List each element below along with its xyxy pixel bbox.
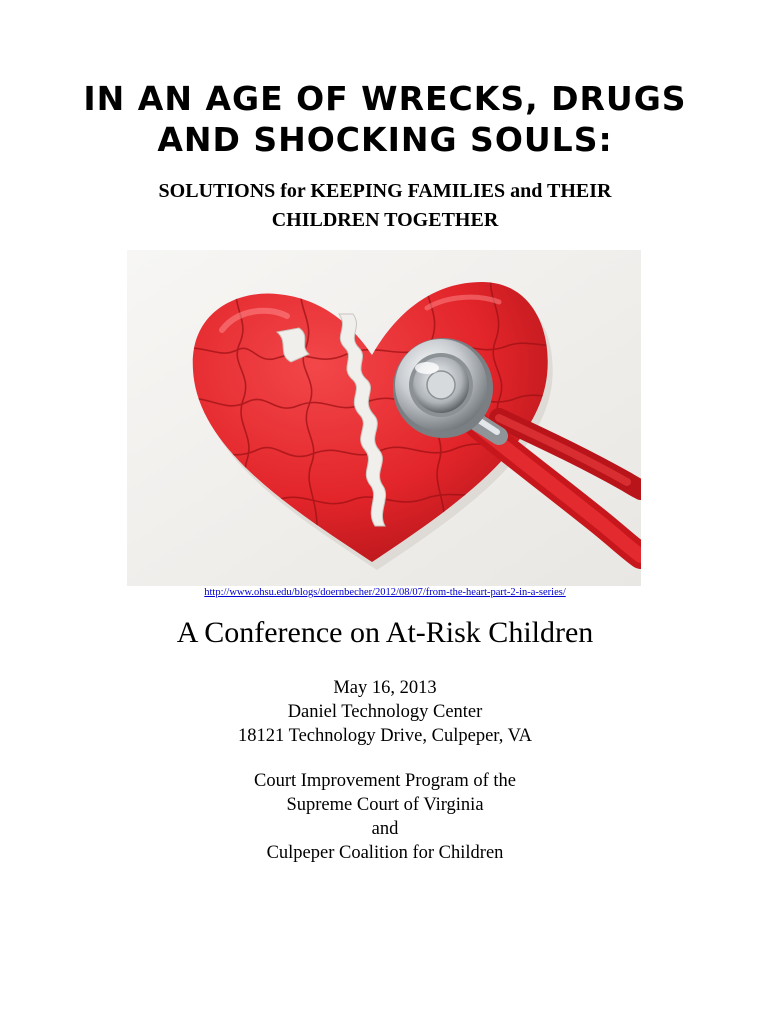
conference-title: A Conference on At-Risk Children (176, 616, 594, 649)
sponsors-block (40, 769, 730, 865)
subtitle-line-1: SOLUTIONS for KEEPING FAMILIES and THEIR (158, 180, 612, 202)
sponsor-line-2: Supreme Court of Virginia (286, 795, 484, 815)
sponsor-line-4: Culpeper Coalition for Children (266, 843, 504, 863)
title-line-1: IN AN AGE OF WRECKS, DRUGS (83, 79, 687, 118)
event-details (40, 676, 730, 748)
heart-puzzle-image (127, 250, 641, 586)
event-address: 18121 Technology Drive, Culpeper, VA (238, 726, 532, 746)
event-date: May 16, 2013 (333, 678, 437, 698)
heart-stethoscope-illustration (127, 250, 641, 586)
sponsor-line-1: Court Improvement Program of the (253, 771, 517, 791)
document-subtitle (40, 177, 730, 235)
subtitle-line-2: CHILDREN TOGETHER (271, 209, 499, 231)
sponsor-line-3: and (371, 819, 399, 839)
image-source-link[interactable]: http://www.ohsu.edu/blogs/doernbecher/2012/08/07/from-the-heart-part-2-in-a-series/ (204, 587, 566, 598)
document-title (40, 78, 730, 160)
title-line-2: AND SHOCKING SOULS: (157, 120, 613, 159)
event-venue: Daniel Technology Center (287, 702, 483, 722)
